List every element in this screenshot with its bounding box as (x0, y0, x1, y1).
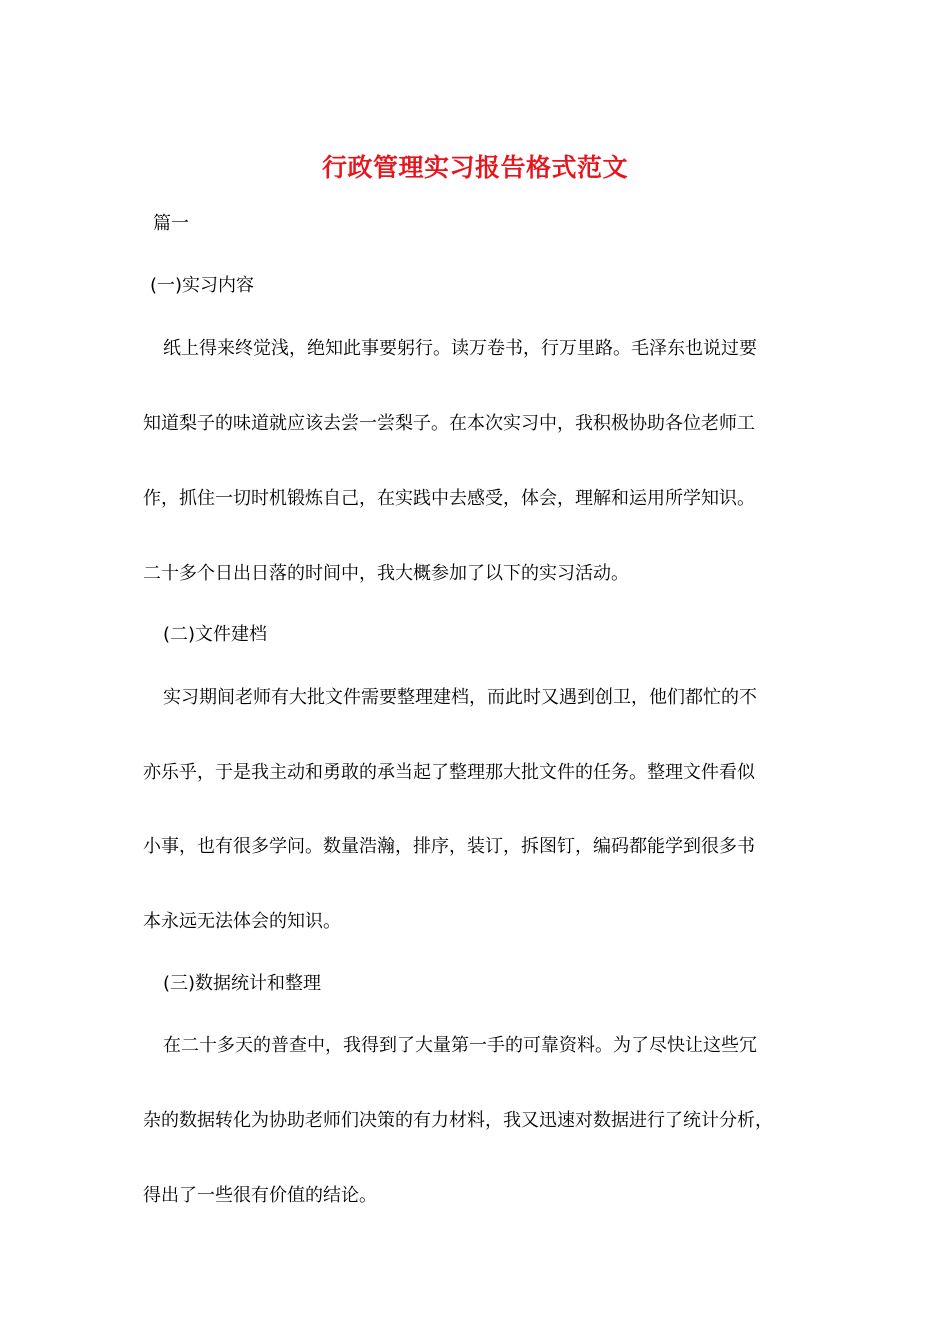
paragraph-line: 小事，也有很多学问。数量浩瀚，排序，装订，拆图钉，编码都能学到很多书 (143, 836, 755, 857)
paragraph-line: 得出了一些很有价值的结论。 (143, 1185, 377, 1206)
paragraph-line: 作，抓住一切时机锻炼自己，在实践中去感受，体会，理解和运用所学知识。 (143, 488, 755, 509)
paragraph-line: 纸上得来终觉浅，绝知此事要躬行。读万卷书，行万里路。毛泽东也说过要 (163, 338, 757, 359)
section-label: 篇一 (153, 213, 189, 234)
document-title: 行政管理实习报告格式范文 (321, 153, 628, 182)
paragraph-line: 知道梨子的味道就应该去尝一尝梨子。在本次实习中，我积极协助各位老师工 (143, 413, 755, 434)
paragraph-line: 在二十多天的普查中，我得到了大量第一手的可靠资料。为了尽快让这些冗 (163, 1035, 757, 1056)
paragraph-line: 二十多个日出日落的时间中，我大概参加了以下的实习活动。 (143, 563, 629, 584)
paragraph-line: 实习期间老师有大批文件需要整理建档，而此时又遇到创卫，他们都忙的不 (163, 687, 757, 708)
paragraph-line: 杂的数据转化为协助老师们决策的有力材料，我又迅速对数据进行了统计分析， (143, 1110, 773, 1131)
paragraph-line: 亦乐乎，于是我主动和勇敢的承当起了整理那大批文件的任务。整理文件看似 (143, 762, 755, 783)
paragraph-line: 本永远无法体会的知识。 (143, 911, 341, 932)
subsection-heading: (二)文件建档 (163, 624, 268, 645)
subsection-heading: (三)数据统计和整理 (163, 973, 322, 994)
subsection-heading: (一)实习内容 (150, 275, 255, 296)
